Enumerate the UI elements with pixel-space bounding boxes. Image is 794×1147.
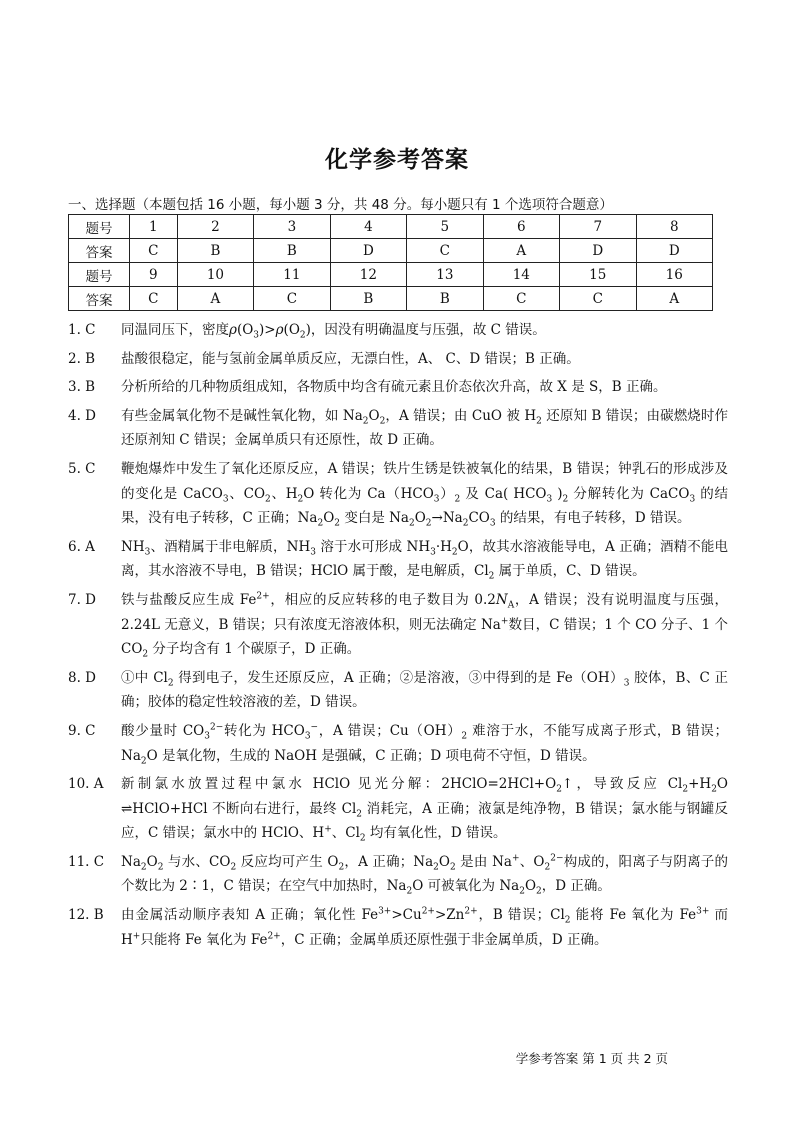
item-number: 9. C [68, 722, 96, 739]
table-row [69, 239, 713, 263]
table-cell: C [130, 287, 178, 311]
item-explanation: 铁与盐酸反应生成 $Fe^{2+}$，相应的反应转移的电子数目为 $0.2N_A$，A 错误；没有说明温度与压强，2.24L 无意义，B 错误；只有浓度无溶液体积，则无法确定 Na+数目，C 错误；1 个 CO 分子、1 个 $CO_2$ 分子均含有 1 个碳原子，D 正确。 [121, 591, 728, 660]
table-cell: 3 [254, 215, 330, 239]
table-cell: 5 [407, 215, 483, 239]
table-cell: 11 [254, 263, 330, 287]
table-cell: 13 [407, 263, 483, 287]
page-footer: 学参考答案 第 1 页 共 2 页 [515, 1051, 668, 1066]
item-explanation: 盐酸很稳定，能与氢前金属单质反应，无漂白性，A、 C、D 错误；B 正确。 [121, 350, 580, 367]
table-cell: B [177, 239, 253, 263]
item-explanation: $NH_3$、酒精属于非电解质，$NH_3$ 溶于水可形成 $NH_3\cdot H_2O$，故其水溶液能导电，A 正确；酒精不能电离，其水溶液不导电，B 错误；HClO 属于酸，是电解质，$Cl_2$ 属于单质，C、D 错误。 [121, 538, 729, 583]
table-cell: B [254, 239, 330, 263]
item-number: 7. D [68, 591, 96, 608]
table-cell: 1 [130, 215, 178, 239]
item-explanation: 酸少量时 $CO_3^{2-}$转化为 $HCO_3^-$，A 错误；$Cu(OH)_2$ 难溶于水，不能写成离子形式，B 错误；$Na_2O$ 是氧化物，生成的 NaOH 是强碱，C 正确；D 项电荷不守恒，D 错误。 [121, 722, 728, 767]
table-cell: 9 [130, 263, 178, 287]
table-cell: 8 [636, 215, 713, 239]
list-item [68, 850, 728, 899]
list-item [68, 903, 728, 952]
table-cell: B [330, 287, 406, 311]
table-cell: 16 [636, 263, 713, 287]
row-header: 答案 [69, 287, 130, 311]
item-explanation: 同温同压下，密度$\rho(O_3)>\rho(O_2)$，因没有明确温度与压强，故 C 错误。 [121, 322, 546, 341]
list-item [68, 719, 728, 768]
table-cell: C [407, 239, 483, 263]
row-header: 题号 [69, 263, 130, 287]
list-item [68, 535, 728, 584]
item-explanation: ①中 $Cl_2$ 得到电子，发生还原反应，A 正确；②是溶液，③中得到的是 $Fe(OH)_3$ 胶体，B、C 正确；胶体的稳定性较溶液的差，D 错误。 [121, 669, 728, 711]
item-number: 10. A [68, 776, 104, 793]
item-explanation: 新制氯水放置过程中氯水 HClO 见光分解：$2HClO=2HCl+O_2↑$，导致反应 $Cl_2+H_2O$ ⇌HClO+HCl 不断向右进行，最终 $Cl_2$ 消耗完，A 正确；液氯是纯净物，B 错误；氯水能与钢罐反应，C 错误；氯水中的 HClO、H+、$Cl_2$ 均有氧化性，D 错误。 [121, 776, 728, 844]
item-explanation: 由金属活动顺序表知 A 正确；氧化性 $Fe^{3+}>Cu^{2+}>Zn^{2+}$，B 错误；$Cl_2$ 能将 Fe 氧化为 $Fe^{3+}$ 而 H+只能将 Fe 氧化为 $Fe^{2+}$，C 正确；金属单质还原性强于非金属单质，D 正确。 [121, 906, 729, 948]
table-cell: A [636, 287, 713, 311]
table-cell: 14 [483, 263, 559, 287]
table-cell: C [254, 287, 330, 311]
table-cell: 2 [177, 215, 253, 239]
item-number: 8. D [68, 669, 96, 686]
item-explanation: 分析所给的几种物质组成知，各物质中均含有硫元素且价态依次升高，故 X 是 S，B 正确。 [121, 379, 667, 396]
table-cell: 10 [177, 263, 253, 287]
table-row [69, 263, 713, 287]
table-cell: B [407, 287, 483, 311]
table-cell: A [177, 287, 253, 311]
row-header: 答案 [69, 239, 130, 263]
table-cell: 12 [330, 263, 406, 287]
table-cell: 4 [330, 215, 406, 239]
table-row [69, 215, 713, 239]
item-number: 5. C [68, 460, 96, 477]
item-number: 3. B [68, 379, 96, 396]
table-cell: C [130, 239, 178, 263]
table-cell: 7 [560, 215, 636, 239]
section-heading: 一、选择题（本题包括 16 小题，每小题 3 分，共 48 分。每小题只有 1 个选项符合题意） [68, 197, 613, 213]
list-item [68, 666, 728, 715]
answer-table [68, 214, 713, 311]
list-item [68, 404, 728, 453]
item-number: 11. C [68, 853, 105, 870]
list-item [68, 457, 728, 531]
list-item [68, 772, 728, 846]
table-cell: C [483, 287, 559, 311]
explanation-list [68, 318, 728, 952]
item-number: 12. B [68, 907, 104, 924]
page-title: 化学参考答案 [325, 147, 469, 173]
row-header: 题号 [69, 215, 130, 239]
item-explanation: $Na_2O_2$ 与水、$CO_2$ 反应均可产生 $O_2$，A 正确；$Na_2O_2$ 是由 Na+、$O_2^{2-}$构成的，阳离子与阴离子的个数比为 2∶1，C 错误；在空气中加热时，$Na_2O$ 可被氧化为 $Na_2O_2$，D 正确。 [121, 853, 728, 898]
list-item [68, 588, 728, 662]
table-cell: D [560, 239, 636, 263]
item-explanation: 有些金属氧化物不是碱性氧化物，如 $Na_2O_2$，A 错误；由 CuO 被 $H_2$ 还原知 B 错误；由碳燃烧时作还原剂知 C 错误；金属单质只有还原性，故 D 正确。 [121, 407, 728, 449]
item-number: 2. B [68, 350, 96, 367]
list-item [68, 318, 728, 343]
table-cell: 6 [483, 215, 559, 239]
item-number: 4. D [68, 407, 96, 424]
list-item [68, 375, 728, 400]
table-cell: D [330, 239, 406, 263]
item-number: 6. A [68, 538, 95, 555]
table-cell: A [483, 239, 559, 263]
list-item [68, 347, 728, 372]
item-number: 1. C [68, 322, 96, 338]
table-cell: 15 [560, 263, 636, 287]
item-explanation: 鞭炮爆炸中发生了氧化还原反应，A 错误；铁片生锈是铁被氧化的结果，B 错误；钟乳石的形成涉及的变化是 CaCO$_3$、$CO_2$、$H_2O$ 转化为 $Ca(HCO_3)_2$ 及 Ca( $HCO_3$ )$_2$ 分解转化为 CaCO$_3$ 的结果，没有电子转移，C 正确；$Na_2O_2$ 变白是 $Na_2O_2\to Na_2CO_3$ 的结果，有电子转移，D 错误。 [121, 460, 728, 529]
table-cell: C [560, 287, 636, 311]
table-cell: D [636, 239, 713, 263]
table-row [69, 287, 713, 311]
